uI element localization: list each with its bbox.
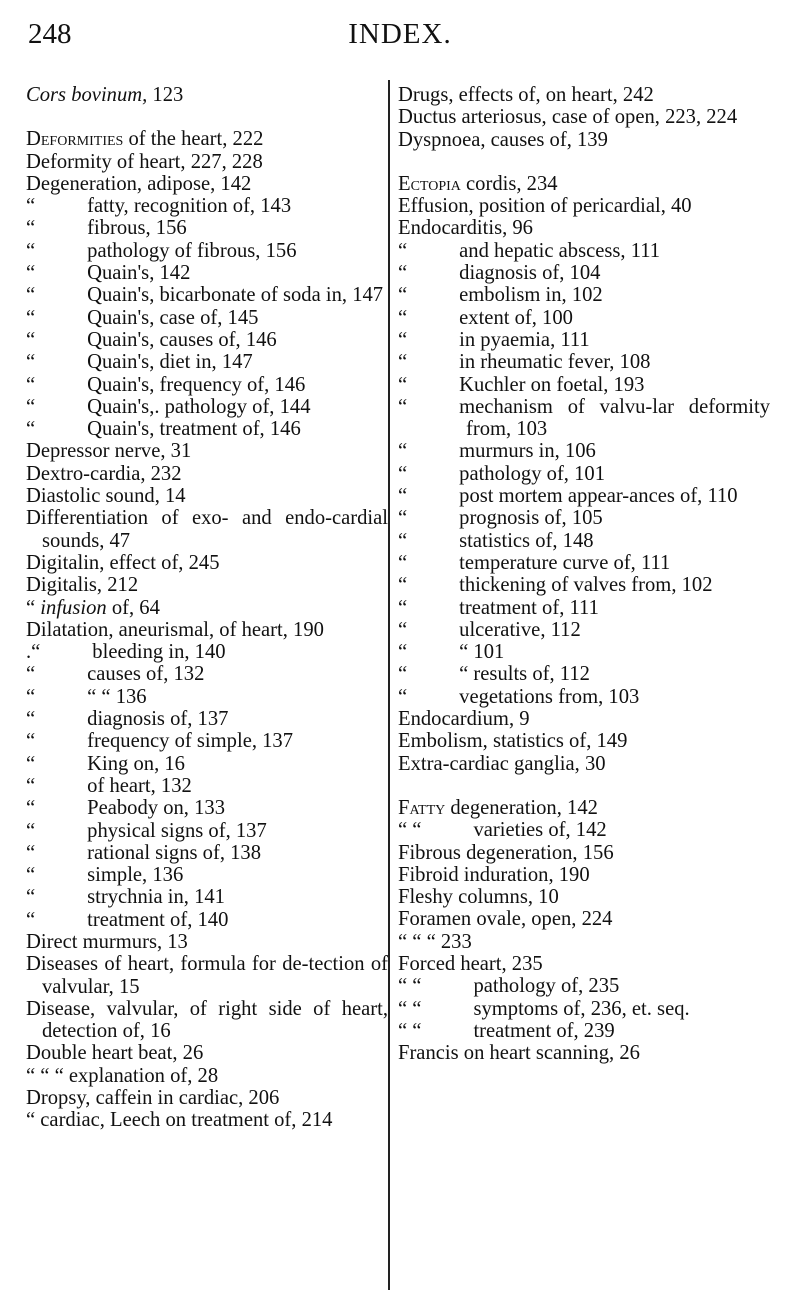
ditto-mark: “ xyxy=(398,239,408,262)
index-entry xyxy=(26,820,388,842)
index-entry xyxy=(398,84,770,106)
ditto-mark: “ xyxy=(398,551,408,574)
ditto-mark: “ xyxy=(26,195,36,218)
index-text: varieties of, 142 xyxy=(473,819,607,842)
index-text: Dyspnoea, causes of, 139 xyxy=(398,128,608,151)
ditto-mark: “ xyxy=(398,574,408,597)
index-entry xyxy=(398,374,770,396)
ditto-mark: “ xyxy=(26,373,36,396)
index-text: Disease, valvular, of right side of heart, detection of, 16 xyxy=(26,997,388,1043)
ditto-mark: “ xyxy=(398,284,408,307)
index-text: Ductus arteriosus, case of open, 223, 224 xyxy=(398,106,738,129)
index-text: Kuchler on foetal, 193 xyxy=(459,373,645,396)
ditto-mark: “ xyxy=(26,908,36,931)
index-text: Diastolic sound, 14 xyxy=(26,485,186,508)
ditto-mark: “ xyxy=(26,708,36,731)
index-text: Extra-cardiac ganglia, 30 xyxy=(398,752,606,775)
index-entry xyxy=(26,396,388,418)
index-entry xyxy=(26,797,388,819)
ditto-mark: “ “ xyxy=(398,997,422,1020)
index-entry xyxy=(398,1020,770,1042)
index-text: Francis on heart scanning, 26 xyxy=(398,1042,640,1065)
ditto-mark: “ xyxy=(26,239,36,262)
index-entry xyxy=(26,708,388,730)
index-text: Quain's, bicarbonate of soda in, 147 xyxy=(87,284,384,307)
index-text: murmurs in, 106 xyxy=(459,440,596,463)
index-entry xyxy=(26,909,388,931)
index-text: extent of, 100 xyxy=(459,306,573,329)
index-entry xyxy=(398,463,770,485)
index-text: Endocarditis, 96 xyxy=(398,217,533,240)
index-entry xyxy=(398,864,770,886)
index-entry xyxy=(26,440,388,462)
index-text: King on, 16 xyxy=(87,752,185,775)
index-term: Cors bovinum, xyxy=(26,84,148,106)
column-divider xyxy=(388,80,390,1290)
index-entry xyxy=(398,195,770,217)
index-text: in pyaemia, 111 xyxy=(459,328,590,351)
index-text: prognosis of, 105 xyxy=(459,507,603,530)
index-text: Dilatation, aneurismal, of heart, 190 xyxy=(26,618,324,641)
index-text: Differentiation of exo- and endo-cardial sounds, 47 xyxy=(26,507,388,552)
index-entry xyxy=(398,641,770,663)
ditto-mark: “ xyxy=(398,351,408,374)
index-text: symptoms of, 236, et. seq. xyxy=(473,997,690,1020)
ditto-mark: “ xyxy=(26,819,36,842)
index-text: embolism in, 102 xyxy=(459,284,603,307)
index-text: Quain's, frequency of, 146 xyxy=(87,373,306,396)
index-entry xyxy=(398,284,770,306)
ditto-mark: “ “ xyxy=(398,1019,422,1042)
index-text: Digitalis, 212 xyxy=(26,574,139,597)
index-text: Endocardium, 9 xyxy=(398,708,530,731)
ditto-mark: “ xyxy=(26,351,36,374)
ditto-mark: .“ xyxy=(26,641,41,664)
index-text: pathology of fibrous, 156 xyxy=(87,239,297,262)
index-entry xyxy=(398,485,770,507)
index-entry xyxy=(26,217,388,239)
index-text: of, 64 xyxy=(106,596,160,619)
index-entry xyxy=(26,641,388,663)
index-entry xyxy=(398,886,770,908)
index-entry xyxy=(26,240,388,262)
ditto-mark: “ xyxy=(398,440,408,463)
index-entry xyxy=(398,530,770,552)
index-text: Depressor nerve, 31 xyxy=(26,440,192,463)
index-text: 123 xyxy=(147,84,184,106)
index-entry xyxy=(26,284,388,306)
ditto-mark: “ xyxy=(26,306,36,329)
index-text: ulcerative, 112 xyxy=(459,618,581,641)
index-entry xyxy=(398,663,770,685)
index-entry xyxy=(26,597,388,619)
index-entry xyxy=(26,663,388,685)
index-text: Quain's,. pathology of, 144 xyxy=(87,395,311,418)
index-entry xyxy=(398,975,770,997)
index-text: fatty, recognition of, 143 xyxy=(87,195,292,218)
index-text: bleeding in, 140 xyxy=(92,641,226,664)
index-text: Effusion, position of pericardial, 40 xyxy=(398,195,692,218)
index-text: Fibroid induration, 190 xyxy=(398,863,590,886)
index-entry xyxy=(26,173,388,195)
index-entry xyxy=(398,262,770,284)
ditto-mark: “ xyxy=(26,774,36,797)
index-column-left xyxy=(26,84,388,1132)
index-text: Quain's, diet in, 147 xyxy=(87,351,253,374)
index-text: physical signs of, 137 xyxy=(87,819,267,842)
index-text: statistics of, 148 xyxy=(459,529,594,552)
index-entry xyxy=(26,1087,388,1109)
index-text: degeneration, 142 xyxy=(445,796,598,819)
index-entry xyxy=(398,953,770,975)
index-text: Fleshy columns, 10 xyxy=(398,886,559,909)
ditto-mark: “ xyxy=(26,217,36,240)
index-text: pathology of, 101 xyxy=(459,462,605,485)
index-entry xyxy=(398,819,770,841)
index-entry xyxy=(26,151,388,173)
ditto-mark: “ xyxy=(398,507,408,530)
ditto-mark: “ xyxy=(26,395,36,418)
index-entry xyxy=(398,1042,770,1064)
index-text: simple, 136 xyxy=(87,864,184,887)
index-text: cordis, 234 xyxy=(460,172,558,195)
index-text: Degeneration, adipose, 142 xyxy=(26,172,252,195)
ditto-mark: “ xyxy=(26,328,36,351)
ditto-mark: “ xyxy=(398,485,408,508)
index-text: Peabody on, 133 xyxy=(87,797,225,820)
index-text: and hepatic abscess, 111 xyxy=(459,239,661,262)
index-entry xyxy=(26,1042,388,1064)
index-entry xyxy=(26,128,388,150)
index-text: Foramen ovale, open, 224 xyxy=(398,908,613,931)
index-term: Ectopia xyxy=(398,172,461,195)
index-entry xyxy=(26,953,388,998)
index-term: Deformities xyxy=(26,128,124,151)
index-entry xyxy=(26,864,388,886)
index-entry xyxy=(26,753,388,775)
index-entry xyxy=(398,396,770,441)
index-entry xyxy=(398,217,770,239)
index-entry xyxy=(26,418,388,440)
ditto-mark: “ xyxy=(398,618,408,641)
index-entry xyxy=(398,730,770,752)
index-text: Double heart beat, 26 xyxy=(26,1042,204,1065)
index-entry xyxy=(398,753,770,775)
index-entry xyxy=(26,307,388,329)
ditto-mark: “ “ “ xyxy=(398,930,441,953)
index-entry xyxy=(398,842,770,864)
index-entry xyxy=(398,440,770,462)
index-term: infusion xyxy=(40,596,107,619)
ditto-mark: “ xyxy=(398,328,408,351)
index-text: frequency of simple, 137 xyxy=(87,730,294,753)
ditto-mark: “ xyxy=(398,529,408,552)
index-entry xyxy=(398,998,770,1020)
ditto-mark: “ xyxy=(26,797,36,820)
index-text: Deformity of heart, 227, 228 xyxy=(26,150,263,173)
index-text: “ results of, 112 xyxy=(459,663,590,686)
index-text: pathology of, 235 xyxy=(473,975,620,998)
index-entry xyxy=(26,84,388,106)
index-text: of heart, 132 xyxy=(87,774,192,797)
page-number: 248 xyxy=(28,18,72,50)
ditto-mark: “ “ xyxy=(398,819,422,842)
index-entry xyxy=(26,931,388,953)
ditto-mark: “ xyxy=(26,1109,41,1132)
index-entry xyxy=(398,307,770,329)
index-entry xyxy=(398,351,770,373)
index-entry xyxy=(398,240,770,262)
ditto-mark: “ xyxy=(26,841,36,864)
index-text: thickening of valves from, 102 xyxy=(459,574,713,597)
ditto-mark: “ xyxy=(26,864,36,887)
index-text: treatment of, 111 xyxy=(459,596,599,619)
ditto-mark: “ xyxy=(398,262,408,285)
index-text: rational signs of, 138 xyxy=(87,841,262,864)
ditto-mark: “ xyxy=(398,462,408,485)
index-text: Fibrous degeneration, 156 xyxy=(398,841,614,864)
index-text: temperature curve of, 111 xyxy=(459,551,671,574)
ditto-mark: “ xyxy=(398,306,408,329)
index-entry xyxy=(398,708,770,730)
page-header xyxy=(28,18,772,58)
index-entry xyxy=(26,1109,388,1131)
index-text: treatment of, 140 xyxy=(87,908,229,931)
index-entry xyxy=(26,195,388,217)
ditto-mark: “ xyxy=(398,596,408,619)
index-text: Embolism, statistics of, 149 xyxy=(398,730,628,753)
index-text: “ 101 xyxy=(459,641,505,664)
ditto-mark: “ xyxy=(26,262,36,285)
index-text: Drugs, effects of, on heart, 242 xyxy=(398,84,654,106)
index-text: causes of, 132 xyxy=(87,663,205,686)
ditto-mark: “ xyxy=(26,596,41,619)
index-entry xyxy=(26,463,388,485)
index-entry xyxy=(398,129,770,151)
index-text: diagnosis of, 104 xyxy=(459,262,601,285)
index-text: Quain's, treatment of, 146 xyxy=(87,418,301,441)
ditto-mark: “ xyxy=(398,641,408,664)
ditto-mark: “ xyxy=(26,886,36,909)
index-entry xyxy=(26,351,388,373)
index-text: Quain's, causes of, 146 xyxy=(87,328,277,351)
index-entry xyxy=(398,686,770,708)
ditto-mark: “ “ “ xyxy=(26,1064,69,1087)
index-entry xyxy=(26,730,388,752)
index-entry xyxy=(26,262,388,284)
ditto-mark: “ xyxy=(26,752,36,775)
page-title: INDEX. xyxy=(348,18,452,50)
index-entry xyxy=(26,886,388,908)
ditto-mark: “ xyxy=(26,685,36,708)
index-entry xyxy=(398,597,770,619)
ditto-mark: “ xyxy=(398,663,408,686)
index-entry xyxy=(26,775,388,797)
index-entry xyxy=(398,173,770,195)
index-entry xyxy=(398,619,770,641)
index-entry xyxy=(26,507,388,552)
index-text: in rheumatic fever, 108 xyxy=(459,351,651,374)
ditto-mark: “ xyxy=(26,284,36,307)
index-text: cardiac, Leech on treatment of, 214 xyxy=(40,1109,333,1132)
index-entry xyxy=(398,329,770,351)
index-text: Dropsy, caffein in cardiac, 206 xyxy=(26,1087,280,1110)
index-entry xyxy=(26,374,388,396)
index-column-right xyxy=(398,84,770,1064)
index-text: strychnia in, 141 xyxy=(87,886,225,909)
index-text: fibrous, 156 xyxy=(87,217,187,240)
index-entry xyxy=(398,552,770,574)
index-text: Quain's, 142 xyxy=(87,262,191,285)
index-entry xyxy=(26,619,388,641)
index-text: mechanism of valvu-lar deformity from, 103 xyxy=(459,395,770,441)
index-text: Dextro-cardia, 232 xyxy=(26,462,182,485)
index-text: treatment of, 239 xyxy=(473,1019,615,1042)
index-entry xyxy=(26,329,388,351)
index-text: Forced heart, 235 xyxy=(398,952,543,975)
index-text: post mortem appear-ances of, 110 xyxy=(459,485,738,508)
ditto-mark: “ xyxy=(26,663,36,686)
ditto-mark: “ xyxy=(398,395,408,418)
index-entry xyxy=(26,574,388,596)
index-entry xyxy=(398,908,770,930)
index-entry xyxy=(398,574,770,596)
index-text: Quain's, case of, 145 xyxy=(87,306,259,329)
index-entry xyxy=(398,106,770,128)
index-text: vegetations from, 103 xyxy=(459,685,640,708)
index-text: explanation of, 28 xyxy=(68,1064,219,1087)
index-entry xyxy=(398,507,770,529)
index-text: diagnosis of, 137 xyxy=(87,708,229,731)
ditto-mark: “ xyxy=(398,373,408,396)
index-text: Diseases of heart, formula for de-tection of valvular, 15 xyxy=(26,953,388,998)
index-term: Fatty xyxy=(398,796,446,819)
index-text: 233 xyxy=(440,930,472,953)
index-entry xyxy=(26,552,388,574)
index-entry xyxy=(398,931,770,953)
index-text: “ “ 136 xyxy=(87,685,147,708)
index-entry xyxy=(398,797,770,819)
index-entry xyxy=(26,1065,388,1087)
index-text: of the heart, 222 xyxy=(123,128,264,151)
index-entry xyxy=(26,842,388,864)
index-entry xyxy=(26,686,388,708)
index-text: Digitalin, effect of, 245 xyxy=(26,551,220,574)
index-entry xyxy=(26,485,388,507)
ditto-mark: “ xyxy=(398,685,408,708)
ditto-mark: “ xyxy=(26,730,36,753)
ditto-mark: “ “ xyxy=(398,975,422,998)
index-entry xyxy=(26,998,388,1043)
ditto-mark: “ xyxy=(26,418,36,441)
index-text: Direct murmurs, 13 xyxy=(26,930,188,953)
